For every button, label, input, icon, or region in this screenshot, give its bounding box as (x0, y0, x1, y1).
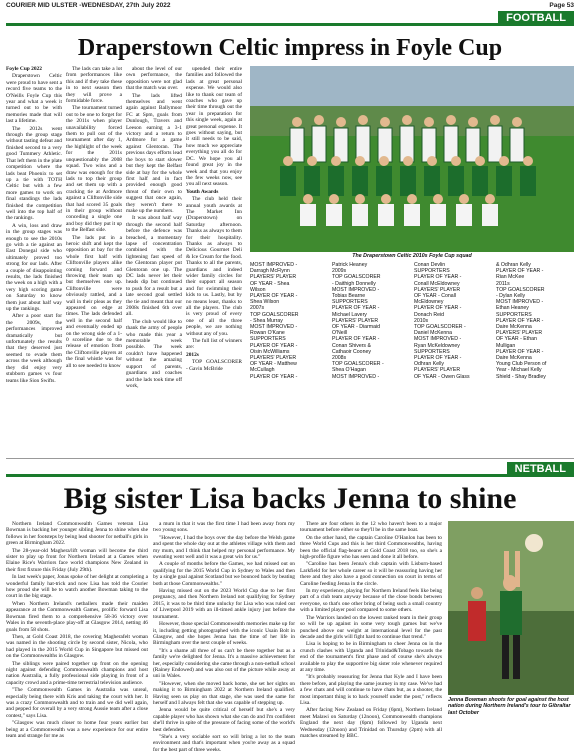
paragraph: "She's a very sociable sort so will bring a lot to the team environment and that's important when you're away as a squad for the best part of three weeks. (153, 734, 295, 753)
paragraph: There are four others in the 12 who haven't been to a major tournament before either so they'll be in the same boat. (300, 521, 442, 534)
section-rule (6, 474, 574, 477)
paragraph: A couple of months before the Games, we had missed out on qualifying for the 2015 World Cup in Sydney to Wales and then by a single goal against Scotland but we bounced back by beating both at those Commonwealths." (153, 561, 295, 587)
masthead-date: COURIER MID ULSTER -WEDNESDAY, 27th July 2022 (6, 2, 171, 9)
award-line: - Shea Murray (250, 317, 283, 324)
award-line: Wilson (250, 286, 266, 293)
football-section-bar (0, 11, 580, 27)
paragraph: The lads put in a heroic shift and kept the opposition at bay for the whole first half with Cliftonville players alike coming forward and throwing their team up but themselves one up. Cliftonville were obviously rattled, and a wall in their pleas as they appeared on edge at times. The lads defended well in the second half and eventually ended up on the wrong side of a 1-0 scoreline due to the release of emotion from the Cliftonville players at the final whistle was for all to see needed to know (66, 234, 122, 369)
paragraph: The siblings were paired together up front on the opening night against defending Commonwealth champions and host nation Australia, a fully professional side playing in front of a capacity crowd and a prime-time terrestrial television audience. (6, 660, 148, 686)
awards-list-col3 (414, 262, 494, 454)
award-line: Year - Michael Kelly (496, 367, 542, 374)
award-line: MOST IMPROVED - (332, 373, 380, 380)
award-line: Darragh McFlynn (250, 268, 290, 275)
awards-list-col2 (332, 262, 412, 454)
award-line: PLAYERS' PLAYER (414, 286, 461, 293)
paragraph: Having missed out on the 2023 World Cup due to her first pregnancy, and then Northern Ireland not qualifying for Sydney 2015, it was to be third time unlucky for Lisa who was ruled out of Liverpool 2019 with an ill-timed ankle injury just before the tournament. (153, 588, 295, 620)
paragraph: Northern Ireland Commonwealth Games veteran Lisa Bowman is backing her younger sibling Jenna to shine when she follows in her footsteps by being lead shooter for netball's girls in green at Birmingham 2022. (6, 521, 148, 547)
award-line: PLAYER OF YEAR - (250, 293, 298, 300)
section-divider (6, 458, 574, 459)
award-line: PLAYER OF YEAR - (414, 305, 462, 312)
award-line: MOST IMPROVED - (496, 299, 544, 306)
award-line: PLAYERS' PLAYER (414, 367, 461, 374)
team-photo (250, 66, 574, 252)
paragraph: about the level of our own performance, the opposition were not glad that the match was over. (126, 66, 182, 92)
award-line: Daniel McKenna (414, 330, 453, 337)
award-line: Rian McKee (496, 274, 525, 281)
netball-headline: Big sister Lisa backs Jenna to shine (63, 482, 517, 515)
award-line: 2007s (250, 305, 265, 312)
award-line: OF YEAR - Conall (414, 293, 456, 300)
award-line: PLAYERS' PLAYER (496, 330, 543, 337)
paragraph: "However, when she moved back home, she set her sights on making it to Birmingham 2022 at Northern Ireland qualified. Having seen us play on that stage, she was used the same for herself and I always felt that she was capable of stepping up. (153, 680, 295, 706)
paragraph: 2012s (186, 351, 199, 358)
award-line: Young Club Person of (496, 361, 547, 368)
paragraph: After facing New Zealand on Friday (6pm), Northern Ireland meet Malawi on Saturday (12noon), Commonwealth champions England the next day (6pm) followed by Uganda next Wednesday (12noon) and Trinidad on Thursday (2pm) with all matches streamed by BBC. (300, 707, 442, 739)
award-line: PLAYERS' PLAYER (250, 355, 297, 362)
award-line: Conall McEldowney (414, 280, 460, 287)
netball-photo-caption: Jenna Bowman shoots for goal against the host nation during Northern Ireland's tour to Gibraltar last October (448, 697, 571, 716)
award-line: OF YEAR - Matthew (250, 361, 297, 368)
paragraph: In last week's paper, Jonas spoke of her delight at completing a wonderful family hat-trick and now Lisa has told the Courier how proud she will be to watch another Bowman taking to the court in the big stage. (6, 574, 148, 600)
award-line: 2009s (332, 268, 347, 275)
awards-list-col4 (496, 262, 574, 454)
award-line: Daire McKenna (496, 324, 532, 331)
section-rule (6, 23, 574, 26)
award-line: McEldowney (414, 299, 444, 306)
award-line: PLAYER OF YEAR - (250, 342, 298, 349)
netball-article-col1 (6, 521, 148, 739)
paragraph: "However, I had the boys over the day before the Welsh game and spent the whole day out at the athletes village with them and my mum, and I think that helped my personal performance. My sweating went well and it was a great win for us." (153, 534, 295, 561)
paragraph: In my experience, playing for Northern Ireland feels like being part of a club team anyway because of the close bonds between everyone, so that's one other bring of being such a small country with a limited player pool compared to some others. (300, 588, 442, 614)
award-line: Daire McKenna (496, 355, 532, 362)
paragraph: The lads lifted themselves and went again against Ballymoor FC at Spm, goals from Dunlough, Travers and Leeson earning a 3-1 victory and a return to Ardmore for a game against Glentoran. The previous days efforts lead the boys to start slower but they kept the Belfast side at bay for the whole first half and in fact provided enough good threat of their own to suggest that once again, they weren't there to make up the numbers. (126, 92, 182, 214)
award-line: OF YEAR - Ethan (496, 336, 537, 343)
award-line: MOST IMPROVED - (414, 336, 462, 343)
paragraph: upended their entire families and followed the lads at great personal expense. We would also like to thank our team of coaches who gave up their time through out the year in preparation for this single week, again at great personal expense. It goes without saying, but it still needs to be said, how much we appreciate everything you all do for DC. We hope you all found great joy in the week and that you enjoy the few weeks now, see you all next season. (186, 66, 242, 188)
award-line: PLAYERS' PLAYER (250, 274, 297, 281)
award-line: PLAYER OF YEAR - (332, 305, 380, 312)
award-line: - Daithigh Donnelly (332, 280, 376, 287)
paragraph: "It's probably reassuring for Jenna that Kyle and I have been there before, and playing the same journey in my case. We've had a few chats and will continue to have chats but, as a shooter, the most important thing is to back yourself under the post," reflects Lisa. (300, 674, 442, 706)
award-line: Conan Devlin (414, 262, 446, 268)
award-line: PLAYER OF YEAR - (250, 373, 298, 380)
paragraph: "Glasgow was much closer to home four years earlier but being at a Commonwealth was a new experience for our entire team and strange for me as (6, 720, 148, 739)
award-line: PLAYER OF YEAR - (414, 355, 462, 362)
award-line: Mulligan (496, 342, 516, 349)
award-line: O'Neill (332, 330, 348, 337)
paragraph: The tournament turned out to be one to forget for the 2011s when player unavailability forced them to pull out of the tournament after day 1, the highlight of the week for the 2011s unquestionably the 2008 squad. Two wins and a draw was enough for the lads to top their group and set them up with a cracking tie at Ardmore against a Cliftonville side that had scored 35 goals in their group without conceding a single one and boy did they put it up to the Belfast side. (66, 105, 122, 234)
award-line: MOST IMPROVED - (250, 324, 298, 331)
paragraph: The club would like to thank the army of people who made this year a memorable week possible. The week couldn't have happened without the amazing support of parents, guardians and coaches and the lads took time off work, (126, 318, 182, 389)
award-line: SUPPORTERS (332, 299, 368, 306)
netball-article-col2 (153, 521, 295, 753)
award-line: SUPPORTERS (414, 348, 450, 355)
award-line: SUPPORTERS (250, 336, 286, 343)
paragraph: A win, loss and draw in the group stages was enough to see the 2010s go with a tie against an East Donegal side who ultimately proved too strong for our lads. After a couple of disappointing results, the lads finished the week on a high with a very high scoring game on Saturday to know them just about half way up the rankings. (6, 222, 62, 313)
award-line: Donach Reid (414, 311, 444, 318)
award-line: SUPPORTERS (414, 268, 450, 275)
award-line: TOP GOALSCORER (496, 286, 545, 293)
award-line: 2008s (332, 355, 347, 362)
award-line: 2010s (414, 317, 429, 324)
award-line: OF YEAR - Diarmaid (332, 324, 381, 331)
award-line: MOST IMPROVED - (332, 286, 380, 293)
award-line: Oisin McWilliams (250, 348, 290, 355)
award-line: TOP GOALSCORER - (332, 361, 384, 368)
award-line: TOP GOALSCORER (250, 311, 299, 318)
paragraph: However, those special Commonwealth memories make up for it, including getting photographed with the iconic Usain Bolt in Glasgow, and she hopes Jenna has the time of her life in Birmingham over the next couple of weeks. (153, 621, 295, 647)
netball-article-col3 (300, 521, 442, 739)
football-article-col3 (126, 66, 182, 454)
award-line: Cathaoir Cooney (332, 348, 371, 355)
award-line: MOST IMPROVED - (250, 262, 298, 268)
award-line: PLAYER OF YEAR - (414, 274, 462, 281)
section-tab-football: FOOTBALL (498, 11, 574, 26)
award-line: SUPPORTERS (496, 311, 532, 318)
paragraph: The lads can take a lot from performances like this and if they take these in to next season then they will prove a formidable force. (66, 66, 122, 105)
award-line: PLAYER OF YEAR - (332, 336, 380, 343)
award-line: Ethan Heaney (496, 305, 529, 312)
football-headline: Draperstown Celtic impress in Foyle Cup (77, 35, 503, 61)
football-article-col4 (186, 66, 242, 454)
award-line: Ryan McKeldowney (414, 342, 460, 349)
football-article-col2 (66, 66, 122, 454)
paragraph: "The Commonwealth Games in Australia was unreal, especially being there with Kris and taking the court with her. It was a crazy Commonwealth and to train and we did well again, and pepped for overall by a very strong Aussie team after a close contest," says Lisa. (6, 687, 148, 719)
paragraph: Lisa is hoping to be in Birmingham to cheer Jenna on in the crunch clashes with Uganda and Trinidad&Tobago towards the end of the tournament's first phase and of course she's always available to play the supportive big sister role whenever required at any time. (300, 641, 442, 673)
team-photo-caption: The Draperstown Celtic 2010s Foyle Cup squad (352, 253, 472, 259)
paragraph: When Northern Ireland's netballers made their maiden appearance at the Commonwealth Games, prolific forward Lisa Bowman fired them to a comprehensive 58-36 victory over Wales in the seventh-place play-off at Glasgow 2014, netting 46 goals from 58 shots. (6, 600, 148, 633)
paragraph: TOP GOALSCORER - Gavin McBride (186, 359, 242, 372)
award-line: & Odhran Kelly (496, 262, 531, 268)
award-line: Shield - Shay Bradley (496, 373, 546, 380)
award-line: Michael Lavery (332, 311, 367, 318)
paragraph: a mum in that it was the first time I had been away from my two young sons. (153, 521, 295, 534)
paragraph: On the other hand, the captain Caroline O'Hanlon has been to three World Cups and this is her third Commonwealths, having been the official flag-bearer at Gold Coast 2018 too, so she's a high-profile figure who has seen and done it all before. (300, 534, 442, 561)
paragraph: Jenna would be quite critical of herself but she's a very capable player who has shown what she can do and I'm confident she'll thrive in spite of the pressure of facing some of the world's best defenders. (153, 707, 295, 733)
award-line: OF YEAR - Shea (250, 280, 290, 287)
award-line: PLAYERS' PLAYER (332, 317, 379, 324)
award-line: Conan Shivers & (332, 342, 371, 349)
award-line: Odhran Kelly (414, 361, 444, 368)
award-line: TOP GOALSCORER (332, 274, 381, 281)
paragraph: Youth Awards (186, 188, 219, 195)
award-line: - Dylan Kelly (496, 293, 526, 300)
award-line: Tobias Bearne (332, 293, 366, 300)
page-number: Page 53 (549, 2, 574, 9)
paragraph: "It's a shame all three of us can't be there together but as a family we're delighted for Jenna. It's a massive achievement for her, especially considering she came through a non-netball school (Rainey Endowed) and was also out of the picture while away at uni in Wales. (153, 647, 295, 680)
paragraph: The full list of winners are: (186, 338, 242, 351)
award-line: PLAYER OF YEAR - (496, 348, 544, 355)
paragraph: The 2012s went through the group stage without tasting defeat and finished second to a very good Tummery Athletic. That left them in the plate competition where the lads beat Phoenix to set up a tie with TOTH Celtic but with a few more games to work on final standings the lads finished the competition well into the top half of the rankings. (6, 125, 62, 222)
paragraph: After a poor start for the 2009s, the performances improved dramatically but unfortunately the results that they deserved just seemed to evade them across the week although they did enjoy very stubborn games vs four teams like Sion Swifts. (6, 313, 62, 384)
netball-photo (448, 521, 574, 695)
award-line: Shea Wilson (250, 299, 280, 306)
award-line: Shea O'Hagan (332, 367, 366, 374)
award-line: Rowan O'Kane (250, 330, 285, 337)
paragraph: The Warriors landed on the lowest ranked team in their group so will be up against in some very tough games but we've punched above our weight at international level for the past decade and the girls will fight hard to continue that trend." (300, 614, 442, 640)
paragraph: "Caroline has been Jenna's club captain with Lisburn-based Larkfield for her whole career so it will be reassuring having her there and they also have a good connection on court in terms of Caroline feeding Jenna in the circle. (300, 561, 442, 587)
award-line: PLAYER OF YEAR - (496, 317, 544, 324)
paragraph: Then, at Gold Coast 2018, the covering Magherafelt woman was named in the shooting circle by second sister, Nicola, who had played in the 2015 World Cup in Singapore but missed out on the Commonwealths in Glasgow. (6, 633, 148, 660)
paragraph: The club held their annual youth awards at The Market Inn (Draperstown) on Saturday afternoon. Thanks as always to them for their hospitality. Thanks as always to Delicious Gourmet Deli & Ice Cream for the food. Thanks to all the parents, guardians and indeed wider family circles for their support all season and for swimming their kids to us. Lastly, but by no means least, thanks to all the players. The club is very proud of every one of all the three people, we are nothing without any of you. (186, 196, 242, 337)
award-line: OF YEAR - Owen Glass (414, 373, 470, 380)
football-article-col1 (6, 66, 62, 454)
section-tab-netball: NETBALL (507, 462, 574, 477)
team-photo-image (250, 66, 574, 252)
paragraph: Draperstown Celtic were proud to have sent a record five teams to the O'Neills Foyle Cup this year and what a week it turned out to be with memories made that will last a lifetime. (6, 73, 62, 125)
netball-section-bar (0, 462, 580, 478)
award-line: Patrick Heaney (332, 262, 368, 268)
netball-photo-image (448, 521, 574, 695)
award-line: TOP GOALSCORER - (414, 324, 466, 331)
paragraph: Foyle Cup 2022 (6, 66, 42, 72)
award-line: 2011s (496, 280, 510, 287)
paragraph: The 28-year-old Maghera/lift woman will become the third sister to play up front for Northern Ireland at a Games when Elaine Rice's Warriors face world champions New Zealand in their first fixture this Friday (July 29th). (6, 547, 148, 573)
award-line: McCullagh (250, 367, 275, 374)
paragraph: It was about half way through the second half before the defence was breached, a momentary lapse of concentration combined with the lightening fast speed of the Glentoran player put Glentoran one up. The DC lads never let their heads dip but continued to push for a result but a late second goal settled the tie and meant that our 2008s finished 6th over all. (126, 215, 182, 318)
awards-list-col1 (250, 262, 330, 454)
award-line: PLAYER OF YEAR - (496, 268, 544, 275)
